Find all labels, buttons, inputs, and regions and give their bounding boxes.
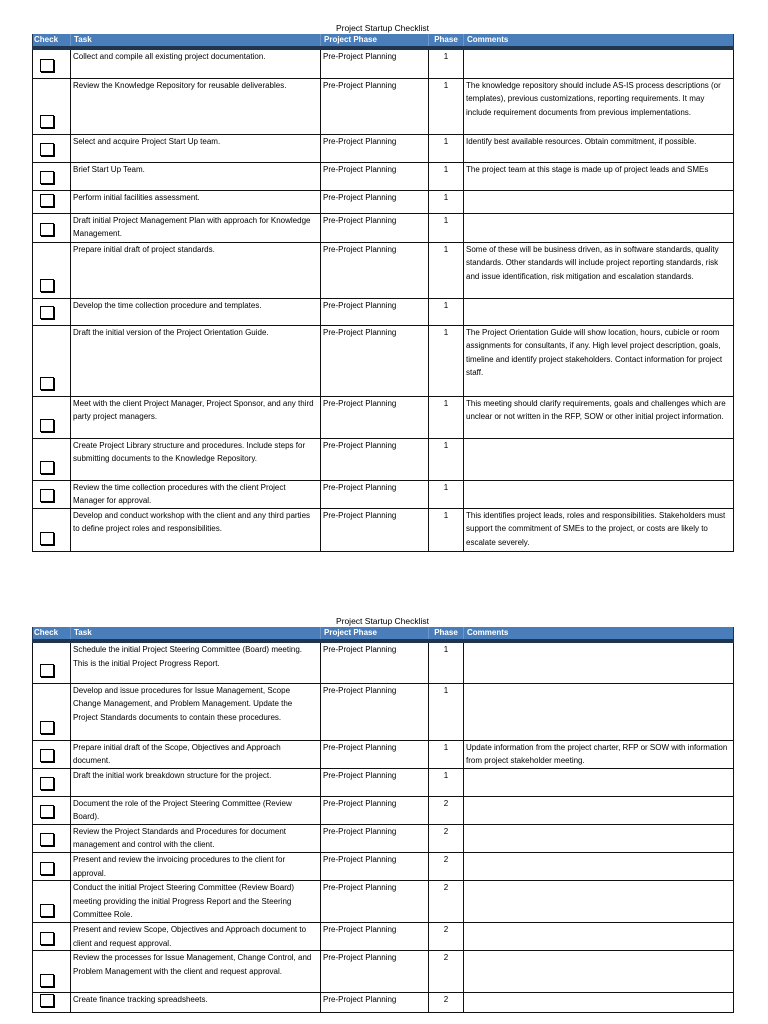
- comments-cell: [464, 48, 734, 78]
- table-row: [33, 683, 734, 740]
- phase-cell: 1: [429, 48, 464, 78]
- task-cell: Develop and issue procedures for Issue Management, Scope Change Management, and Problem Management. Update the Project Standards documents to contain these procedures.: [71, 683, 321, 740]
- comments-cell: The Project Orientation Guide will show location, hours, cubicle or room assignments for consultants, if any. High level project description, goals, timeline and identify project stakeholders. Contact information for project staff.: [464, 325, 734, 396]
- header-task: Task: [71, 34, 321, 48]
- checkbox[interactable]: [40, 143, 54, 156]
- check-cell: [33, 683, 71, 740]
- table-row: [33, 853, 734, 881]
- check-cell: [33, 768, 71, 796]
- check-cell: [33, 396, 71, 438]
- table-row: [33, 325, 734, 396]
- header-check: Check: [33, 627, 71, 641]
- phase-cell: 2: [429, 993, 464, 1013]
- table-row: [33, 298, 734, 325]
- phase-cell: 1: [429, 508, 464, 551]
- table-row: [33, 242, 734, 298]
- table-row: [33, 438, 734, 480]
- task-cell: Meet with the client Project Manager, Project Sponsor, and any third party project managers.: [71, 396, 321, 438]
- comments-cell: [464, 993, 734, 1013]
- checkbox[interactable]: [40, 904, 54, 917]
- phase-cell: 1: [429, 78, 464, 134]
- check-cell: [33, 325, 71, 396]
- project-phase-cell: Pre-Project Planning: [321, 325, 429, 396]
- project-phase-cell: Pre-Project Planning: [321, 78, 429, 134]
- header-check: Check: [33, 34, 71, 48]
- table-row: [33, 923, 734, 951]
- comments-cell: This identifies project leads, roles and responsibilities. Stakeholders must support the commitment of SMEs to the project, or costs are likely to escalate severely.: [464, 508, 734, 551]
- checkbox[interactable]: [40, 721, 54, 734]
- task-cell: Develop and conduct workshop with the client and any third parties to define project roles and responsibilities.: [71, 508, 321, 551]
- task-cell: Document the role of the Project Steering Committee (Review Board).: [71, 796, 321, 824]
- check-cell: [33, 923, 71, 951]
- phase-cell: 1: [429, 298, 464, 325]
- phase-cell: 1: [429, 134, 464, 162]
- table-row: [33, 162, 734, 190]
- sheet-title: Project Startup Checklist: [335, 23, 430, 33]
- checkbox[interactable]: [40, 377, 54, 390]
- checkbox[interactable]: [40, 749, 54, 762]
- checkbox[interactable]: [40, 777, 54, 790]
- phase-cell: 1: [429, 325, 464, 396]
- checkbox[interactable]: [40, 419, 54, 432]
- checkbox[interactable]: [40, 932, 54, 945]
- task-cell: Prepare initial draft of the Scope, Objectives and Approach document.: [71, 740, 321, 768]
- header-project-phase: Project Phase: [321, 627, 429, 641]
- header-project-phase: Project Phase: [321, 34, 429, 48]
- check-cell: [33, 508, 71, 551]
- check-cell: [33, 853, 71, 881]
- check-cell: [33, 242, 71, 298]
- phase-cell: 2: [429, 853, 464, 881]
- task-cell: Present and review the invoicing procedures to the client for approval.: [71, 853, 321, 881]
- task-cell: Develop the time collection procedure and templates.: [71, 298, 321, 325]
- table-row: [33, 881, 734, 923]
- comments-cell: [464, 683, 734, 740]
- project-phase-cell: Pre-Project Planning: [321, 641, 429, 683]
- phase-cell: 1: [429, 242, 464, 298]
- task-cell: Draft the initial version of the Project Orientation Guide.: [71, 325, 321, 396]
- table-row: [33, 951, 734, 993]
- task-cell: Prepare initial draft of project standards.: [71, 242, 321, 298]
- table-row: [33, 213, 734, 242]
- comments-cell: [464, 853, 734, 881]
- task-cell: Perform initial facilities assessment.: [71, 190, 321, 213]
- project-phase-cell: Pre-Project Planning: [321, 134, 429, 162]
- phase-cell: 1: [429, 740, 464, 768]
- check-cell: [33, 438, 71, 480]
- checkbox[interactable]: [40, 664, 54, 677]
- project-phase-cell: Pre-Project Planning: [321, 48, 429, 78]
- task-cell: Select and acquire Project Start Up team.: [71, 134, 321, 162]
- checkbox[interactable]: [40, 532, 54, 545]
- table-row: [33, 796, 734, 824]
- table-row: [33, 768, 734, 796]
- phase-cell: 2: [429, 923, 464, 951]
- header-comments: Comments: [464, 34, 734, 48]
- table-row: [33, 641, 734, 683]
- checklist-table: [32, 627, 734, 1013]
- project-phase-cell: Pre-Project Planning: [321, 190, 429, 213]
- checkbox[interactable]: [40, 306, 54, 319]
- table-row: [33, 48, 734, 78]
- phase-cell: 1: [429, 641, 464, 683]
- phase-cell: 1: [429, 396, 464, 438]
- project-phase-cell: Pre-Project Planning: [321, 853, 429, 881]
- project-phase-cell: Pre-Project Planning: [321, 683, 429, 740]
- header-phase: Phase: [429, 34, 464, 48]
- comments-cell: [464, 641, 734, 683]
- check-cell: [33, 78, 71, 134]
- project-phase-cell: Pre-Project Planning: [321, 881, 429, 923]
- table-row: [33, 134, 734, 162]
- phase-cell: 1: [429, 213, 464, 242]
- phase-cell: 1: [429, 190, 464, 213]
- comments-cell: [464, 923, 734, 951]
- task-cell: Draft initial Project Management Plan with approach for Knowledge Management.: [71, 213, 321, 242]
- checkbox[interactable]: [40, 805, 54, 818]
- check-cell: [33, 881, 71, 923]
- check-cell: [33, 134, 71, 162]
- table-row: [33, 480, 734, 508]
- phase-cell: 2: [429, 824, 464, 852]
- check-cell: [33, 740, 71, 768]
- table-row: [33, 78, 734, 134]
- phase-cell: 1: [429, 480, 464, 508]
- table-row: [33, 190, 734, 213]
- project-phase-cell: Pre-Project Planning: [321, 438, 429, 480]
- project-phase-cell: Pre-Project Planning: [321, 951, 429, 993]
- project-phase-cell: Pre-Project Planning: [321, 923, 429, 951]
- project-phase-cell: Pre-Project Planning: [321, 796, 429, 824]
- comments-cell: The project team at this stage is made up of project leads and SMEs: [464, 162, 734, 190]
- header-row: [33, 627, 734, 641]
- checkbox[interactable]: [40, 194, 54, 207]
- header-phase: Phase: [429, 627, 464, 641]
- header-comments: Comments: [464, 627, 734, 641]
- checkbox[interactable]: [40, 115, 54, 128]
- phase-cell: 2: [429, 881, 464, 923]
- comments-cell: [464, 480, 734, 508]
- project-phase-cell: Pre-Project Planning: [321, 993, 429, 1013]
- check-cell: [33, 213, 71, 242]
- header-task: Task: [71, 627, 321, 641]
- comments-cell: [464, 796, 734, 824]
- check-cell: [33, 162, 71, 190]
- check-cell: [33, 993, 71, 1013]
- comments-cell: Update information from the project charter, RFP or SOW with information from project stakeholder meeting.: [464, 740, 734, 768]
- phase-cell: 1: [429, 438, 464, 480]
- task-cell: Review the time collection procedures with the client Project Manager for approval.: [71, 480, 321, 508]
- checkbox[interactable]: [40, 461, 54, 474]
- project-phase-cell: Pre-Project Planning: [321, 396, 429, 438]
- checkbox[interactable]: [40, 223, 54, 236]
- header-row: [33, 34, 734, 48]
- project-phase-cell: Pre-Project Planning: [321, 298, 429, 325]
- check-cell: [33, 796, 71, 824]
- project-phase-cell: Pre-Project Planning: [321, 213, 429, 242]
- comments-cell: [464, 213, 734, 242]
- task-cell: Review the processes for Issue Management, Change Control, and Problem Management with the client and request approval.: [71, 951, 321, 993]
- phase-cell: 1: [429, 768, 464, 796]
- task-cell: Conduct the initial Project Steering Committee (Review Board) meeting providing the initial Progress Report and the Steering Committee Role.: [71, 881, 321, 923]
- task-cell: Review the Knowledge Repository for reusable deliverables.: [71, 78, 321, 134]
- checklist-sheet-1: [32, 22, 733, 552]
- phase-cell: 2: [429, 796, 464, 824]
- comments-cell: [464, 298, 734, 325]
- checkbox[interactable]: [40, 974, 54, 987]
- check-cell: [33, 298, 71, 325]
- table-row: [33, 993, 734, 1013]
- comments-cell: [464, 881, 734, 923]
- checkbox[interactable]: [40, 171, 54, 184]
- checkbox[interactable]: [40, 279, 54, 292]
- task-cell: Schedule the initial Project Steering Committee (Board) meeting. This is the initial Project Progress Report.: [71, 641, 321, 683]
- comments-cell: [464, 951, 734, 993]
- task-cell: Brief Start Up Team.: [71, 162, 321, 190]
- comments-cell: [464, 438, 734, 480]
- check-cell: [33, 824, 71, 852]
- project-phase-cell: Pre-Project Planning: [321, 740, 429, 768]
- checkbox[interactable]: [40, 59, 54, 72]
- check-cell: [33, 641, 71, 683]
- checklist-table: [32, 34, 734, 552]
- checkbox[interactable]: [40, 833, 54, 846]
- check-cell: [33, 190, 71, 213]
- sheet-title: Project Startup Checklist: [335, 616, 430, 626]
- project-phase-cell: Pre-Project Planning: [321, 824, 429, 852]
- checklist-sheet-2: [32, 615, 733, 1013]
- project-phase-cell: Pre-Project Planning: [321, 768, 429, 796]
- comments-cell: [464, 768, 734, 796]
- table-row: [33, 396, 734, 438]
- checkbox[interactable]: [40, 994, 54, 1007]
- task-cell: Draft the initial work breakdown structure for the project.: [71, 768, 321, 796]
- checkbox[interactable]: [40, 862, 54, 875]
- task-cell: Present and review Scope, Objectives and Approach document to client and request approval.: [71, 923, 321, 951]
- comments-cell: The knowledge repository should include AS-IS process descriptions (or templates), previous customizations, reporting requirements. It may include requirement documents from previous implementations.: [464, 78, 734, 134]
- task-cell: Collect and compile all existing project documentation.: [71, 48, 321, 78]
- project-phase-cell: Pre-Project Planning: [321, 162, 429, 190]
- phase-cell: 1: [429, 162, 464, 190]
- table-row: [33, 824, 734, 852]
- task-cell: Create finance tracking spreadsheets.: [71, 993, 321, 1013]
- check-cell: [33, 48, 71, 78]
- comments-cell: [464, 190, 734, 213]
- project-phase-cell: Pre-Project Planning: [321, 508, 429, 551]
- project-phase-cell: Pre-Project Planning: [321, 242, 429, 298]
- check-cell: [33, 951, 71, 993]
- phase-cell: 1: [429, 683, 464, 740]
- checkbox[interactable]: [40, 489, 54, 502]
- table-row: [33, 508, 734, 551]
- check-cell: [33, 480, 71, 508]
- comments-cell: Some of these will be business driven, as in software standards, quality standards. Other standards will include project reporting standards, risk and issue identification, risk mitigation and escalation standards.: [464, 242, 734, 298]
- project-phase-cell: Pre-Project Planning: [321, 480, 429, 508]
- comments-cell: [464, 824, 734, 852]
- table-row: [33, 740, 734, 768]
- comments-cell: This meeting should clarify requirements, goals and challenges which are unclear or not written in the RFP, SOW or other initial project information.: [464, 396, 734, 438]
- comments-cell: Identify best available resources. Obtain commitment, if possible.: [464, 134, 734, 162]
- task-cell: Review the Project Standards and Procedures for document management and control with the client.: [71, 824, 321, 852]
- task-cell: Create Project Library structure and procedures. Include steps for submitting documents to the Knowledge Repository.: [71, 438, 321, 480]
- phase-cell: 2: [429, 951, 464, 993]
